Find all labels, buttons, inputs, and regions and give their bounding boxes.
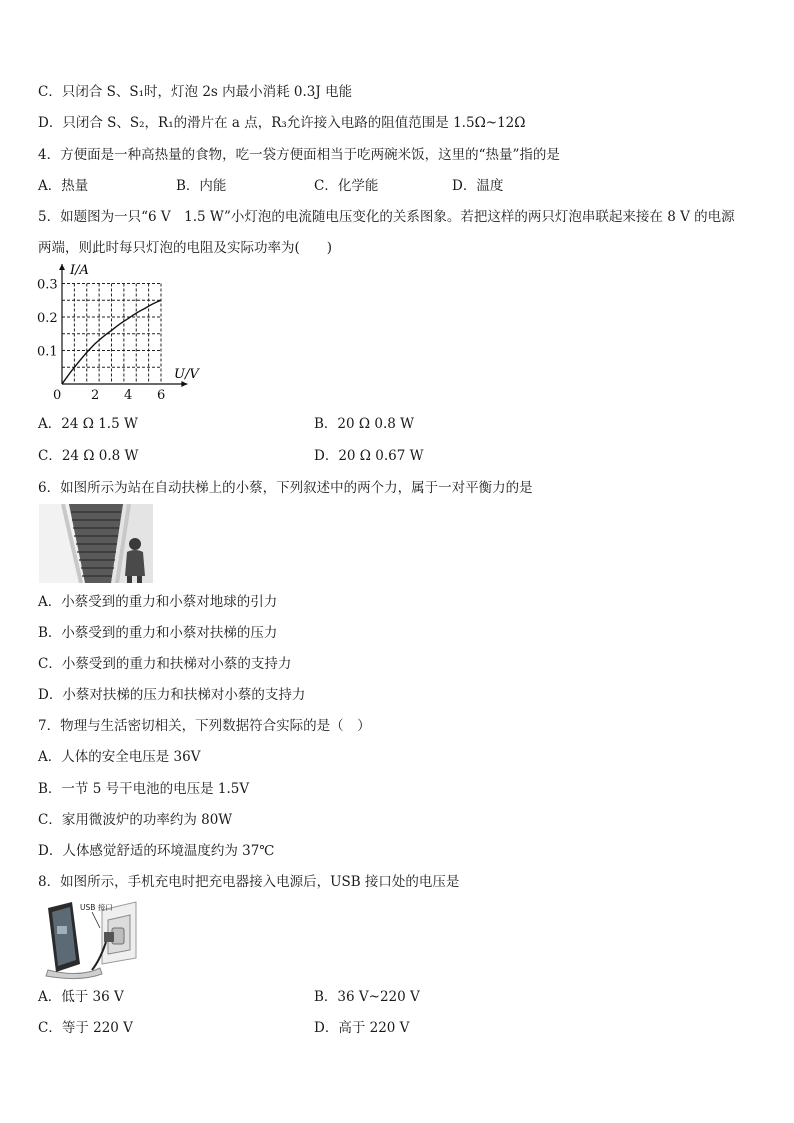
q5-option-c: C．24 Ω 0.8 W — [38, 448, 139, 464]
q7-option-c: C．家用微波炉的功率约为 80W — [38, 812, 233, 828]
y-tick-label: 0.2 — [37, 311, 58, 326]
q7-option-b: B．一节 5 号干电池的电压是 1.5V — [38, 781, 250, 797]
q8-option-b: B．36 V~220 V — [314, 989, 420, 1005]
q7-option-d: D．人体感觉舒适的环境温度约为 37℃ — [38, 843, 275, 859]
usb-port-label: USB 接口 — [80, 903, 113, 912]
q7-option-a: A．人体的安全电压是 36V — [38, 749, 201, 765]
q7-stem: 7．物理与生活密切相关，下列数据符合实际的是（ ） — [38, 718, 371, 734]
q8-option-a: A．低于 36 V — [38, 989, 124, 1005]
x-tick-label: 2 — [91, 388, 100, 402]
x-tick-label: 6 — [157, 388, 166, 402]
escalator-photo — [39, 504, 153, 583]
q6-option-a: A．小蔡受到的重力和小蔡对地球的引力 — [38, 594, 278, 610]
q6-option-c: C．小蔡受到的重力和扶梯对小蔡的支持力 — [38, 656, 292, 672]
q4-option-c: C．化学能 — [314, 178, 379, 194]
q6-option-d: D．小蔡对扶梯的压力和扶梯对小蔡的支持力 — [38, 687, 306, 703]
y-tick-label: 0.3 — [37, 277, 58, 293]
q8-option-d: D．高于 220 V — [314, 1020, 410, 1036]
q5-option-a: A．24 Ω 1.5 W — [38, 416, 138, 432]
q5-option-b: B．20 Ω 0.8 W — [314, 416, 415, 432]
q3-option-c: C．只闭合 S、S₁时，灯泡 2s 内最小消耗 0.3J 电能 — [38, 84, 353, 100]
x-axis-label: U/V — [174, 367, 199, 382]
x-tick-label: 4 — [124, 388, 133, 402]
y-axis-label: I/A — [70, 263, 89, 278]
phone-charger-figure — [40, 898, 140, 980]
q8-stem: 8．如图所示，手机充电时把充电器接入电源后，USB 接口处的电压是 — [38, 874, 460, 890]
y-tick-label: 0.1 — [37, 344, 58, 360]
q3-option-d: D．只闭合 S、S₂，R₁的滑片在 a 点，R₃允许接入电路的阻值范围是 1.5Ω~12Ω — [38, 115, 526, 131]
q4-option-d: D．温度 — [452, 178, 504, 194]
y-axis-arrow — [59, 264, 65, 270]
q6-stem: 6．如图所示为站在自动扶梯上的小蔡，下列叙述中的两个力，属于一对平衡力的是 — [38, 480, 533, 496]
q6-option-b: B．小蔡受到的重力和小蔡对扶梯的压力 — [38, 625, 278, 641]
q4-option-b: B．内能 — [176, 178, 227, 194]
q5-stem-line1: 5．如题图为一只“6 V 1.5 W”小灯泡的电流随电压变化的关系图象。若把这样的两只灯泡串联起来接在 8 V 的电源 — [38, 209, 735, 225]
iu-curve-chart — [36, 260, 206, 402]
q5-option-d: D．20 Ω 0.67 W — [314, 448, 424, 464]
q5-stem-line2: 两端，则此时每只灯泡的电阻及实际功率为( ) — [38, 240, 333, 256]
x-tick-label: 0 — [53, 388, 62, 402]
q8-option-c: C．等于 220 V — [38, 1020, 133, 1036]
q4-stem: 4．方便面是一种高热量的食物，吃一袋方便面相当于吃两碗米饭，这里的“热量”指的是 — [38, 147, 560, 163]
q4-option-a: A．热量 — [38, 178, 89, 194]
